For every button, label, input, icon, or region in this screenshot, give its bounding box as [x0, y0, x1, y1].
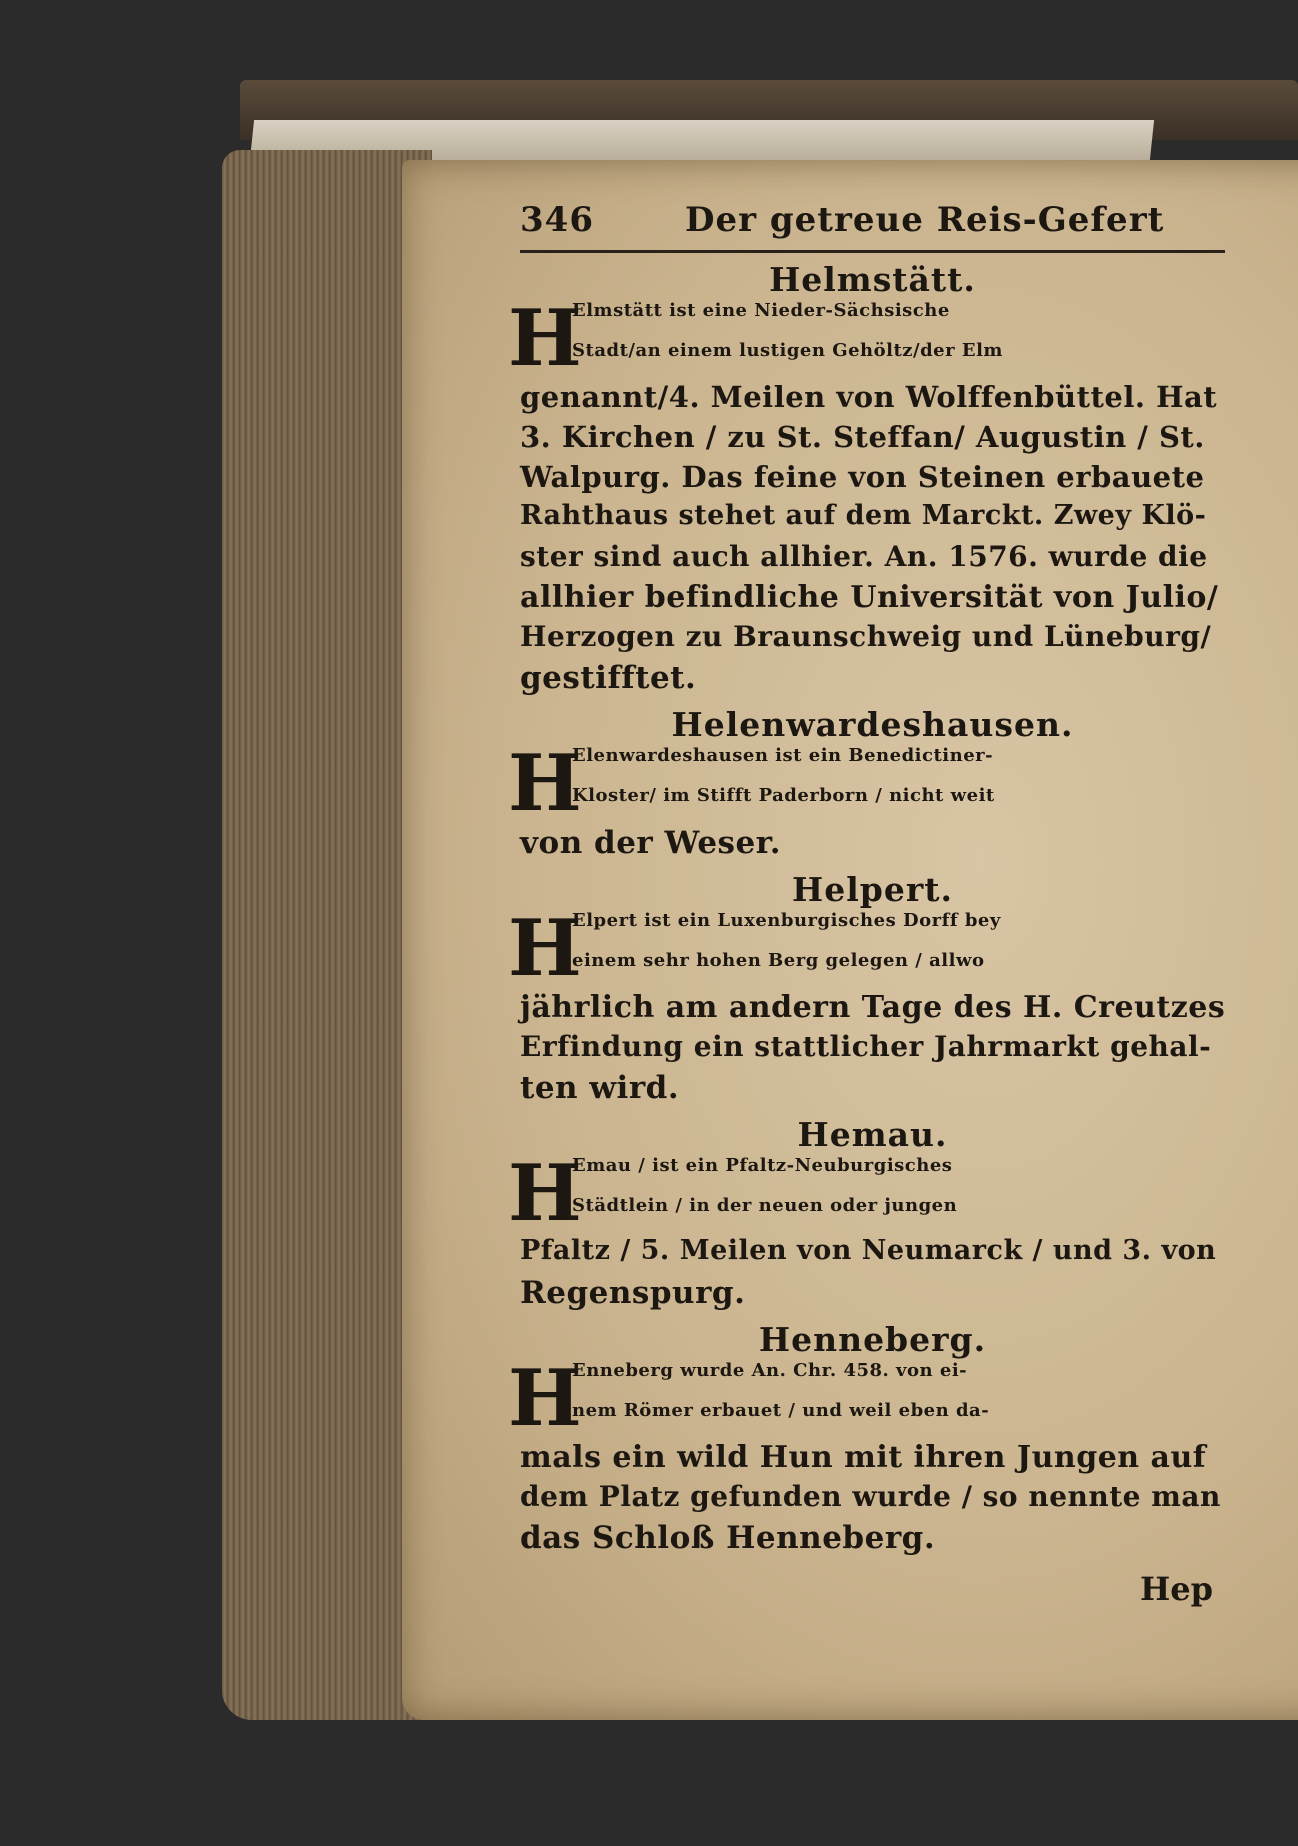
entry-title-helenwardeshausen: Helenwardeshausen.	[671, 705, 1074, 744]
text-line: Elmstätt ist eine Nieder-Sächsische	[572, 300, 950, 321]
text-line: Elenwardeshausen ist ein Benedictiner-	[572, 745, 994, 766]
text-line: Kloster/ im Stifft Paderborn / nicht weit	[572, 785, 995, 806]
text-line: allhier befindliche Universität von Julio/	[520, 580, 1219, 615]
text-line: einem sehr hohen Berg gelegen / allwo	[572, 950, 985, 971]
text-line: Erfindung ein stattlicher Jahrmarkt gehal-	[520, 1030, 1212, 1063]
text-line: Walpurg. Das feine von Steinen erbauete	[520, 460, 1205, 494]
entry-title-helmstaett: Helmstätt.	[769, 260, 976, 299]
running-header	[520, 200, 1225, 253]
text-line: ten wird.	[520, 1070, 680, 1106]
text-line: Enneberg wurde An. Chr. 458. von ei-	[572, 1360, 968, 1381]
text-line: von der Weser.	[520, 825, 782, 861]
text-line: Emau / ist ein Pfaltz-Neuburgisches	[572, 1155, 953, 1176]
entry-title-hemau: Hemau.	[797, 1115, 948, 1154]
catchword: Hep	[1140, 1570, 1213, 1608]
page-text	[508, 200, 1226, 1680]
text-line: Städtlein / in der neuen oder jungen	[572, 1195, 958, 1216]
text-line: dem Platz gefunden wurde / so nennte man	[520, 1480, 1221, 1513]
text-line: Regenspurg.	[520, 1275, 746, 1311]
drop-cap: H	[508, 738, 582, 829]
book-fore-edge	[222, 150, 432, 1720]
drop-cap: H	[508, 903, 582, 994]
page-number: 346	[520, 200, 594, 240]
drop-cap: H	[508, 1353, 582, 1444]
text-line: Herzogen zu Braunschweig und Lüneburg/	[520, 620, 1212, 653]
entry-title-henneberg: Henneberg.	[758, 1320, 987, 1359]
drop-cap: H	[508, 1148, 582, 1239]
text-line: das Schloß Henneberg.	[520, 1520, 936, 1556]
text-line: Elpert ist ein Luxenburgisches Dorff bey	[572, 910, 1001, 931]
text-line: 3. Kirchen / zu St. Steffan/ Augustin / St.	[520, 420, 1205, 454]
text-line: gestifftet.	[520, 660, 697, 696]
text-line: nem Römer erbauet / und weil eben da-	[572, 1400, 990, 1421]
text-line: genannt/4. Meilen von Wolffenbüttel. Hat	[520, 380, 1218, 414]
text-line: ster sind auch allhier. An. 1576. wurde die	[520, 540, 1208, 573]
text-line: jährlich am andern Tage des H. Creutzes	[520, 990, 1226, 1025]
drop-cap: H	[508, 293, 582, 384]
text-line: Rahthaus stehet auf dem Marckt. Zwey Klö-	[520, 500, 1207, 531]
running-title: Der getreue Reis-Gefert	[685, 200, 1165, 240]
text-line: Pfaltz / 5. Meilen von Neumarck / und 3. von	[520, 1235, 1217, 1266]
text-line: Stadt/an einem lustigen Gehöltz/der Elm	[572, 340, 1003, 361]
text-line: mals ein wild Hun mit ihren Jungen auf	[520, 1440, 1207, 1475]
entry-title-helpert: Helpert.	[792, 870, 953, 909]
